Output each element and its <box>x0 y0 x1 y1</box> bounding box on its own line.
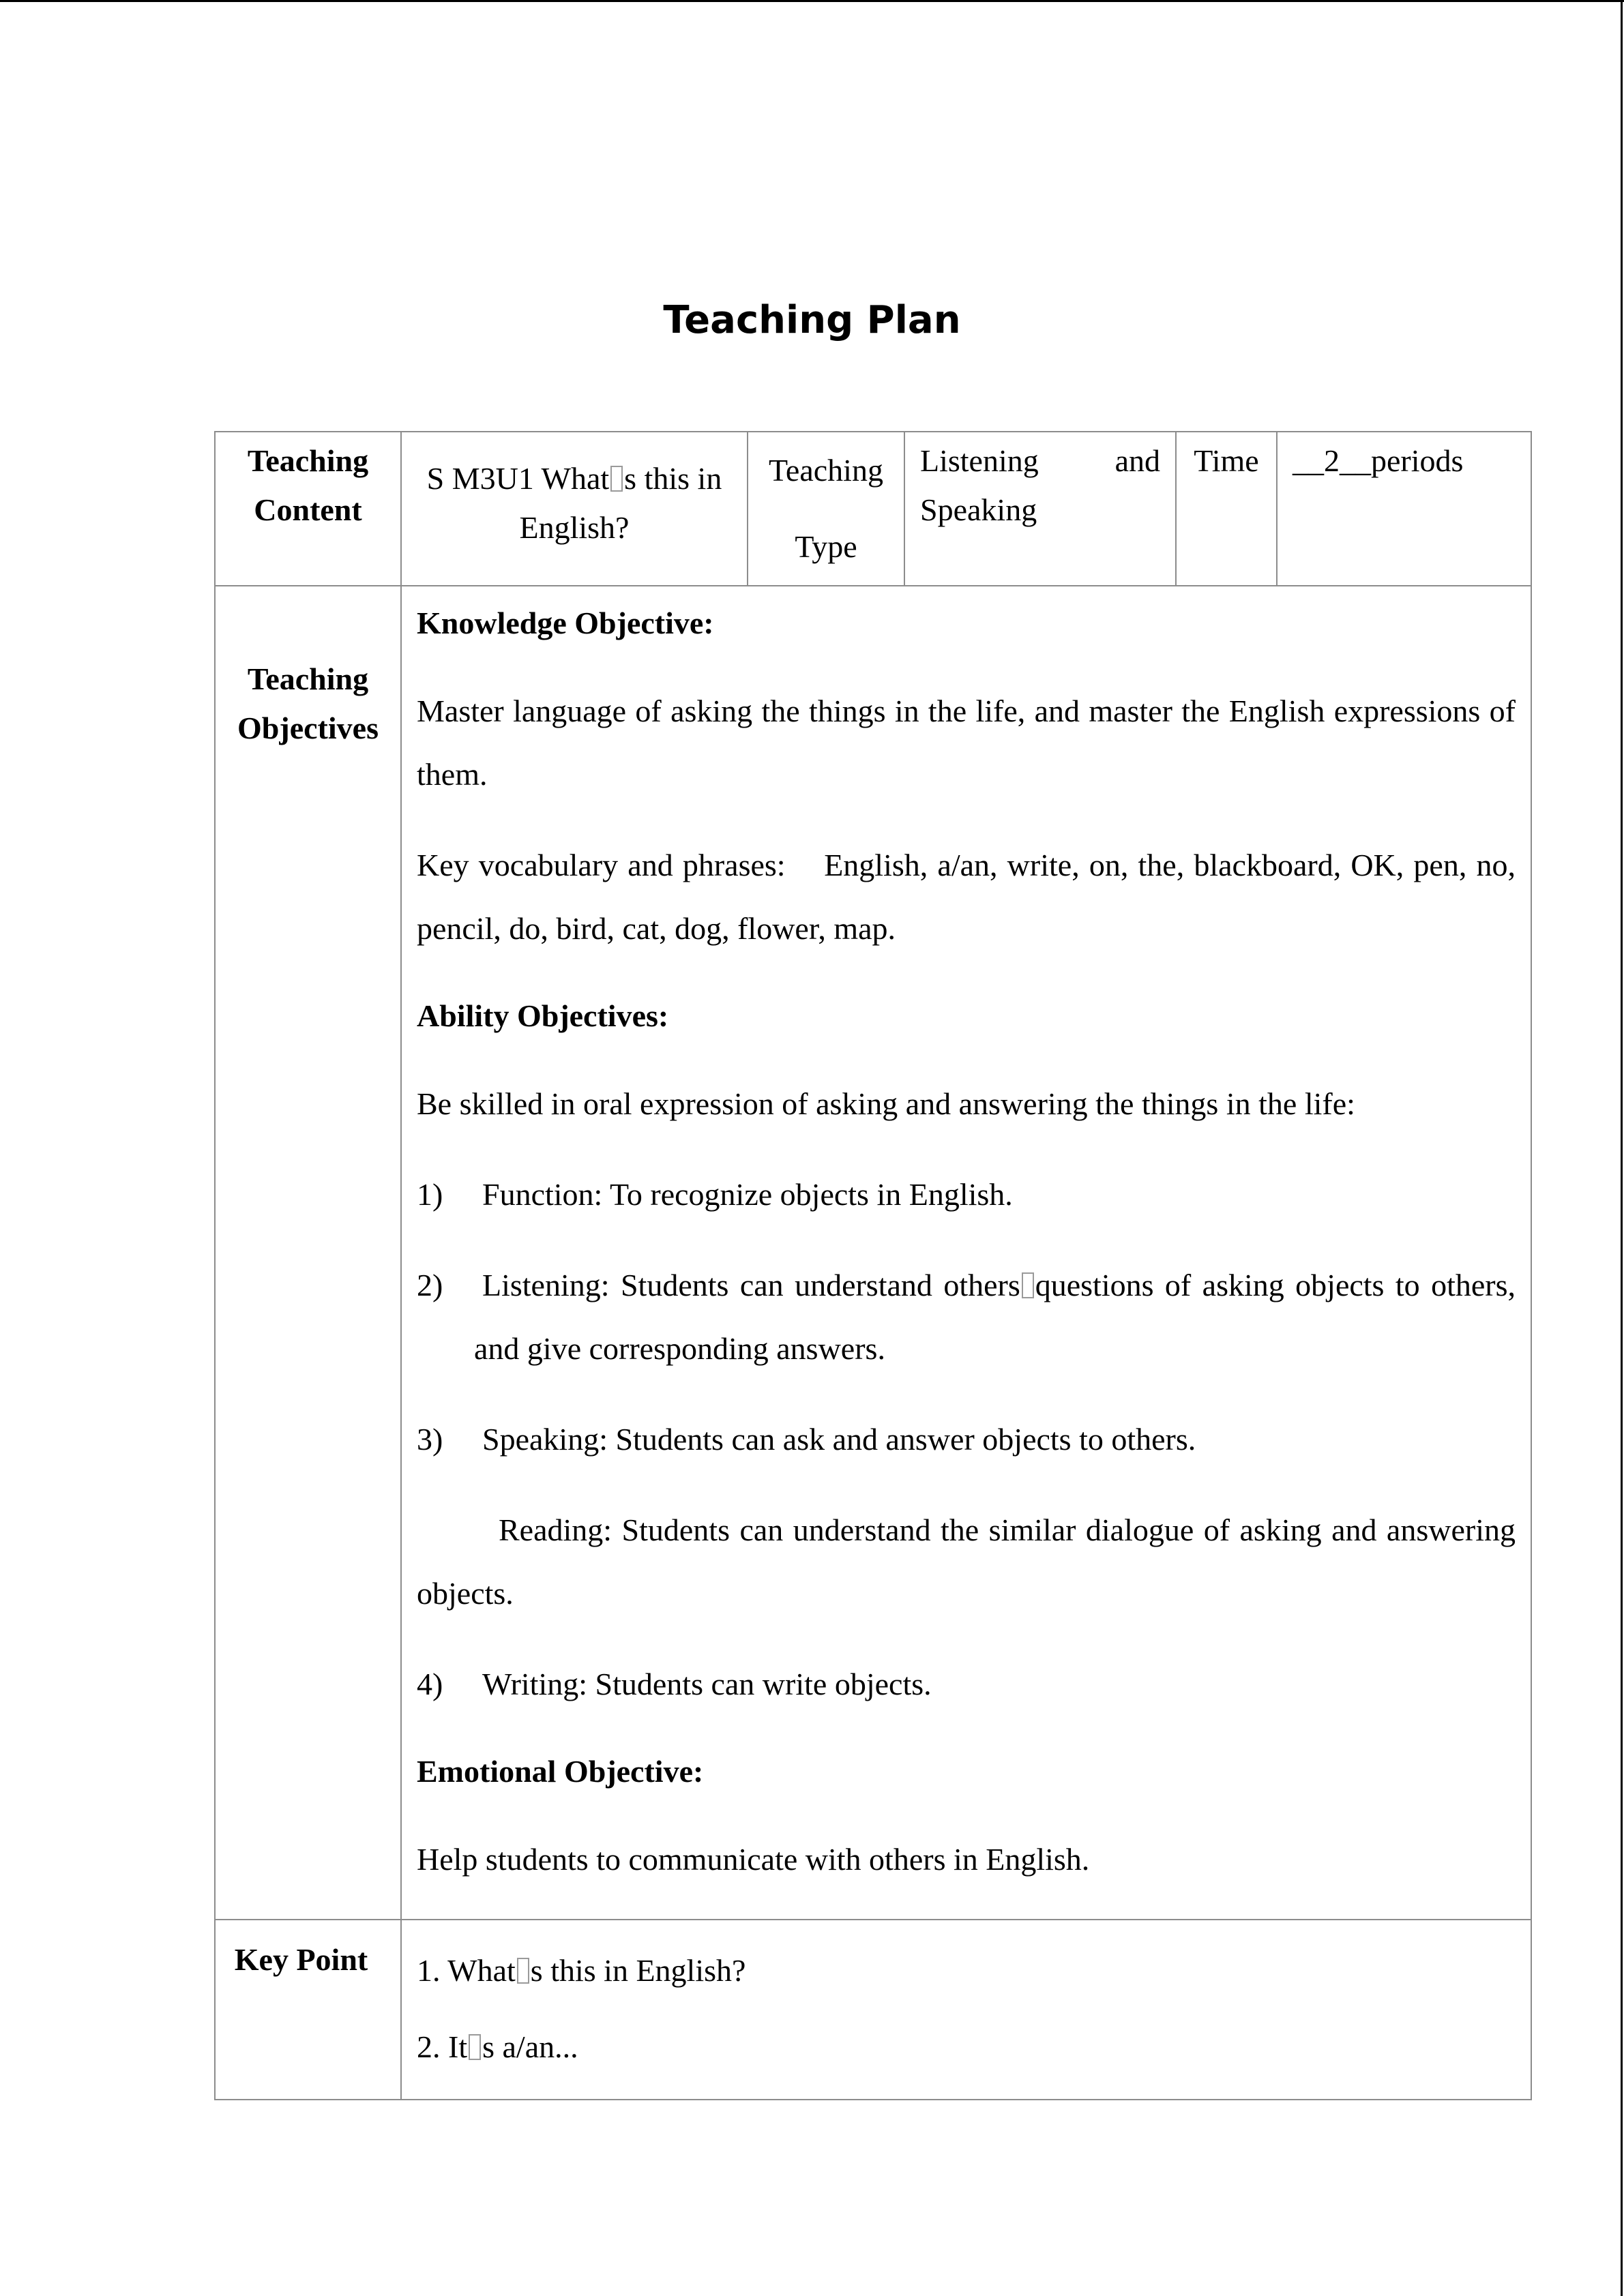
teaching-objectives-label-line1: Teaching <box>247 661 369 696</box>
teaching-objectives-label-cell <box>215 586 401 1920</box>
key-point-line1 <box>417 1933 1516 2009</box>
item-number: 1) <box>417 1177 443 1212</box>
item-number: 2) <box>417 1268 443 1302</box>
teaching-type-line2: Speaking <box>920 492 1037 527</box>
missing-glyph-icon <box>469 2034 481 2060</box>
key-point-label-cell <box>215 1920 401 2100</box>
item-text-before: Listening: Students can understand others <box>482 1268 1020 1302</box>
key-point-content-cell <box>401 1920 1531 2100</box>
teaching-content-label-line1: Teaching <box>247 443 369 478</box>
time-value-cell <box>1277 432 1531 586</box>
ability-objectives-intro: Be skilled in oral expression of asking and answering the things in the life: <box>417 1086 1355 1121</box>
objective-item-listening <box>417 1253 1516 1380</box>
item-text-after: questions of asking objects to others, and give corresponding answers. <box>474 1268 1516 1366</box>
topic-cell <box>401 432 748 586</box>
topic-line1 <box>402 454 747 503</box>
header-row <box>215 432 1531 586</box>
topic-line2: English? <box>519 510 630 545</box>
missing-glyph-icon <box>1022 1272 1034 1298</box>
missing-glyph-icon <box>517 1958 529 1984</box>
teaching-plan-table <box>214 431 1532 2100</box>
objectives-content-cell <box>401 586 1531 1920</box>
teaching-type-label-line1: Teaching <box>769 453 883 488</box>
objective-item-speaking <box>417 1407 1516 1471</box>
ability-objectives-heading: Ability Objectives: <box>417 998 669 1033</box>
emotional-objective-text: Help students to communicate with others in English. <box>417 1842 1090 1877</box>
key-point-row <box>215 1920 1531 2100</box>
teaching-type-label-cell <box>748 432 904 586</box>
item-number: 3) <box>417 1422 443 1457</box>
teaching-objectives-label-line2: Objectives <box>237 711 379 745</box>
topic-text-before: S M3U1 What <box>426 461 610 496</box>
teaching-type-word1: Listening <box>920 443 1039 478</box>
teaching-type-label-line2: Type <box>795 529 857 564</box>
item-number: 4) <box>417 1667 443 1701</box>
key-point-line2 <box>417 2009 1516 2085</box>
topic-text-after: s this in <box>624 461 722 496</box>
item-text: Writing: Students can write objects. <box>482 1667 932 1701</box>
teaching-type-word2: and <box>1114 443 1160 478</box>
time-value: __2__periods <box>1293 443 1464 478</box>
emotional-objective-heading: Emotional Objective: <box>417 1754 704 1789</box>
key-point-line1-before: 1. What <box>417 1953 516 1988</box>
objectives-row <box>215 586 1531 1920</box>
key-point-label: Key Point <box>234 1942 368 1977</box>
key-vocabulary-text: Key vocabulary and phrases: English, a/an, write, on, the, blackboard, OK, pen, no, pencil, do, bird, cat, dog, flower, map. <box>417 848 1524 946</box>
knowledge-objective-text: Master language of asking the things in the life, and master the English expressions of them. <box>417 694 1516 792</box>
page-title: Teaching Plan <box>663 298 961 342</box>
objective-item-function <box>417 1163 1516 1226</box>
item-text: Function: To recognize objects in English. <box>482 1177 1013 1212</box>
time-label: Time <box>1194 443 1259 478</box>
teaching-type-line1 <box>920 436 1160 486</box>
missing-glyph-icon <box>610 466 623 492</box>
teaching-type-value-cell <box>904 432 1176 586</box>
key-point-line2-before: 2. It <box>417 2029 468 2064</box>
key-point-line2-after: s a/an... <box>482 2029 578 2064</box>
item-text: Speaking: Students can ask and answer objects to others. <box>482 1422 1196 1457</box>
objective-item-writing <box>417 1652 1516 1716</box>
teaching-content-label-cell <box>215 432 401 586</box>
teaching-content-label-line2: Content <box>254 492 362 527</box>
key-point-line1-after: s this in English? <box>530 1953 746 1988</box>
objective-item-reading: Reading: Students can understand the similar dialogue of asking and answering objects. <box>417 1512 1516 1611</box>
knowledge-objective-heading: Knowledge Objective: <box>417 606 714 640</box>
time-label-cell <box>1176 432 1277 586</box>
page-top-rule <box>0 0 1624 2</box>
